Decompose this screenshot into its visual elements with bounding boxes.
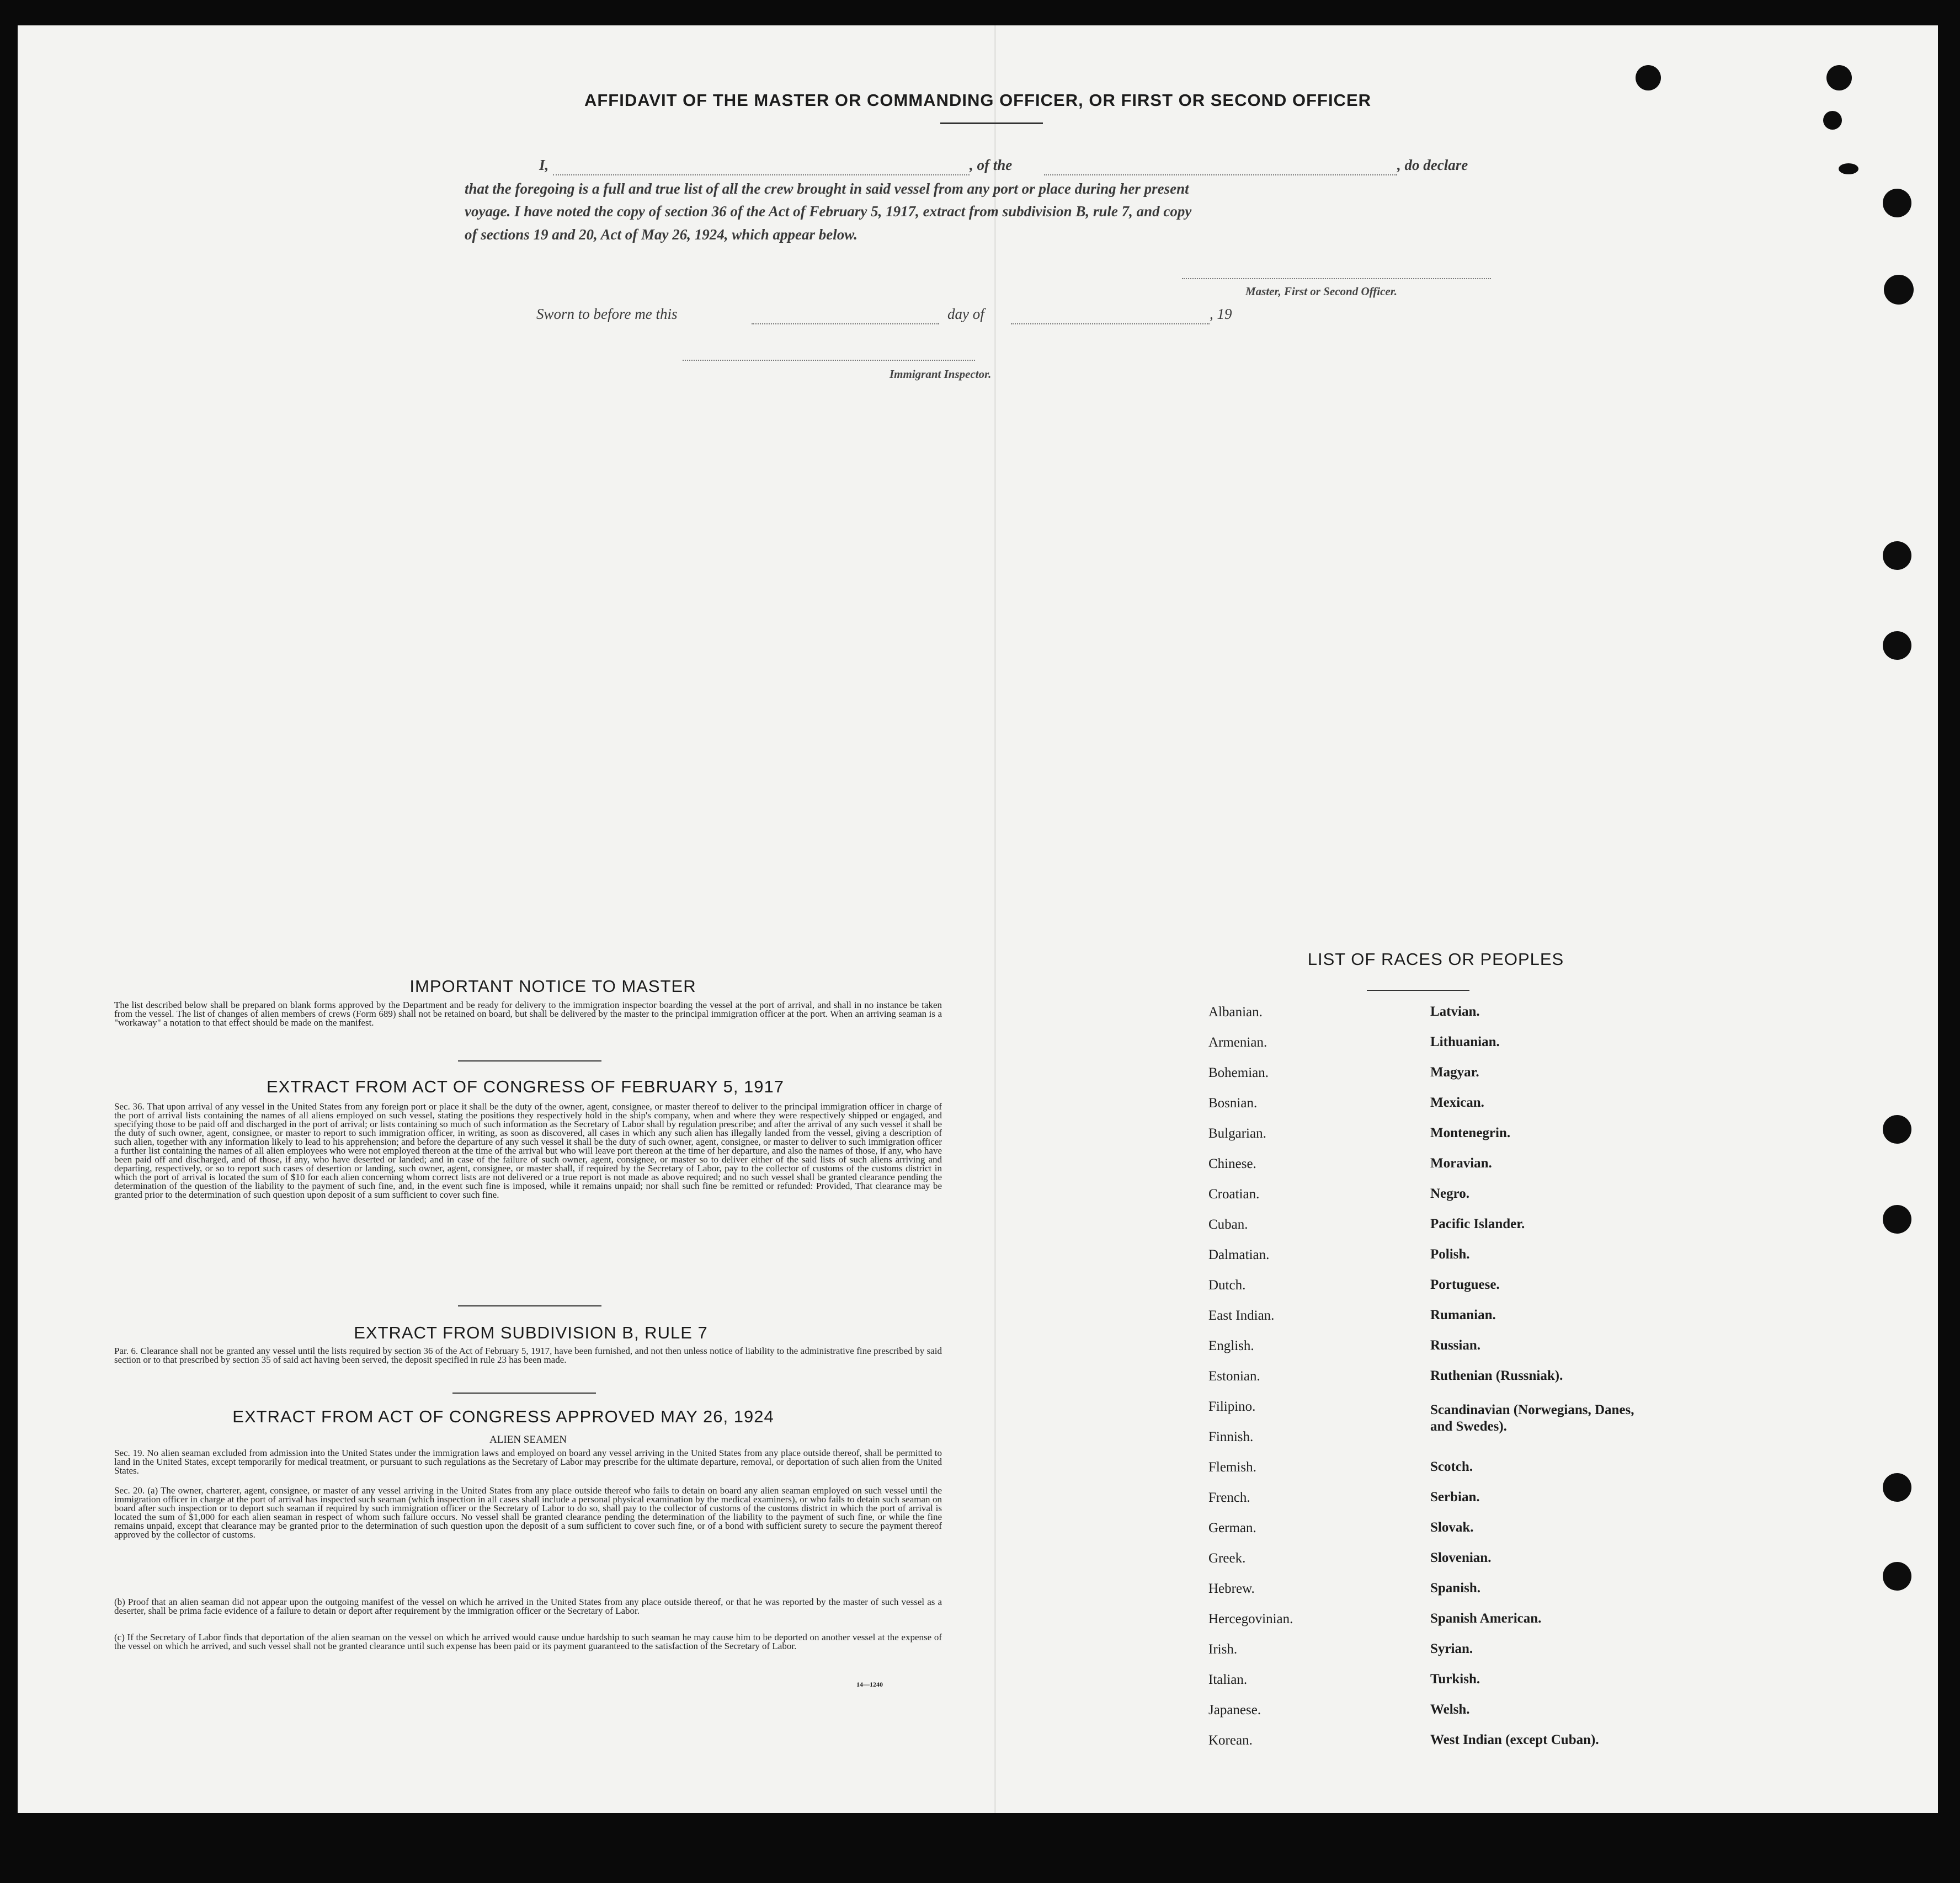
race-item: Bohemian.: [1208, 1065, 1269, 1080]
race-item: Ruthenian (Russniak).: [1430, 1368, 1563, 1383]
race-item: Bosnian.: [1208, 1096, 1258, 1111]
extract-1924-title: EXTRACT FROM ACT OF CONGRESS APPROVED MAY 26, 1924: [232, 1407, 774, 1426]
race-item: Bulgarian.: [1208, 1126, 1266, 1141]
race-item: Serbian.: [1430, 1490, 1480, 1505]
race-item: West Indian (except Cuban).: [1430, 1732, 1599, 1747]
race-item: Cuban.: [1208, 1217, 1248, 1232]
race-item: Turkish.: [1430, 1672, 1480, 1687]
race-item: French.: [1208, 1490, 1250, 1505]
rule-7-title: EXTRACT FROM SUBDIVISION B, RULE 7: [354, 1323, 708, 1342]
section-divider: [452, 1393, 596, 1394]
affidavit-line-3: voyage. I have noted the copy of section 36 of the Act of February 5, 1917, extract from subdivision B, rule 7, and copy: [465, 203, 1192, 220]
affidavit-line-4: of sections 19 and 20, Act of May 26, 1924, which appear below.: [465, 226, 858, 243]
punch-hole: [1839, 163, 1858, 174]
race-item: Albanian.: [1208, 1005, 1263, 1020]
race-item: Dalmatian.: [1208, 1247, 1270, 1262]
race-item: Welsh.: [1430, 1702, 1470, 1717]
race-item: Armenian.: [1208, 1035, 1267, 1050]
race-item: Spanish.: [1430, 1581, 1481, 1596]
race-item: Moravian.: [1430, 1156, 1492, 1171]
races-title-rule: [1367, 990, 1469, 991]
race-item: Lithuanian.: [1430, 1034, 1500, 1049]
race-item: Scotch.: [1430, 1459, 1473, 1474]
race-item: Irish.: [1208, 1642, 1238, 1657]
punch-hole: [1826, 65, 1852, 90]
race-item: Flemish.: [1208, 1460, 1256, 1475]
race-item: German.: [1208, 1521, 1256, 1535]
race-item: Portuguese.: [1430, 1277, 1500, 1292]
punch-hole: [1823, 111, 1842, 130]
punch-hole: [1883, 1562, 1911, 1591]
affidavit-i: I,: [539, 157, 549, 173]
name-blank[interactable]: [553, 174, 970, 175]
affidavit-line-2: that the foregoing is a full and true list of all the crew brought in said vessel from any port or place during her present: [465, 180, 1189, 197]
year-prefix: , 19: [1210, 306, 1232, 322]
race-item: Mexican.: [1430, 1095, 1484, 1110]
sec-20a-body: Sec. 20. (a) The owner, charterer, agent, consignee, or master of any vessel arriving in the United States from any place outside thereof who fails to detain on board any alien seaman employed on such vessel until the immigration officer in charge at the port of arrival has inspected such seaman (which inspection in all cases shall include a personal physical examination by the medical examiners), or who fails to detain such seaman on board after such inspection or to deport such seaman if required by such immigration officer or the Secretary of Labor to do so, shall pay to the collector of customs of the customs district in which the port of arrival is located the sum of $1,000 for each alien seaman in respect of whom such failure occurs. No vessel shall be granted clearance pending the determination of the liability to the payment of such fine, or while the fine remains unpaid, except that clearance may be granted prior to the determination of such question upon the deposit of a sum sufficient to cover such fine, or of a bond with sufficient surety to secure the payment thereof approved by the collector of customs.: [114, 1485, 942, 1540]
master-signature-line[interactable]: [1182, 278, 1491, 279]
race-item: Russian.: [1430, 1338, 1481, 1353]
fold-crease: [994, 25, 996, 1813]
sec-20c-body: (c) If the Secretary of Labor finds that deportation of the alien seaman on the vessel on which he arrived would cause undue hardship to such seaman he may cause him to be deported on another vessel at the expense of the vessel on which he arrived, and such vessel shall not be granted clearance until such expense has been paid or its payment guaranteed to the satisfaction of the Secretary of Labor.: [114, 1632, 942, 1651]
day-blank[interactable]: [752, 323, 939, 324]
races-title: LIST OF RACES OR PEOPLES: [1307, 949, 1564, 969]
inspector-signature-line[interactable]: [683, 360, 975, 361]
inspector-label: Immigrant Inspector.: [890, 367, 992, 381]
notice-title: IMPORTANT NOTICE TO MASTER: [409, 977, 696, 996]
race-item: Pacific Islander.: [1430, 1217, 1525, 1231]
extract-1924-subtitle: ALIEN SEAMEN: [489, 1434, 567, 1445]
race-item: Montenegrin.: [1430, 1125, 1511, 1140]
race-item: Greek.: [1208, 1551, 1246, 1566]
master-signature-label: Master, First or Second Officer.: [1245, 285, 1397, 298]
race-item: Finnish.: [1208, 1429, 1254, 1444]
race-item: Japanese.: [1208, 1703, 1261, 1717]
race-item: Hebrew.: [1208, 1581, 1255, 1596]
race-item: Chinese.: [1208, 1156, 1256, 1171]
punch-hole: [1883, 1115, 1911, 1144]
race-item: Hercegovinian.: [1208, 1612, 1293, 1626]
race-item: Negro.: [1430, 1186, 1470, 1201]
race-item: Croatian.: [1208, 1187, 1260, 1202]
affidavit-of-the: , of the: [970, 157, 1013, 173]
form-number: 14—1240: [856, 1681, 883, 1688]
race-item: Scandinavian (Norwegians, Danes, and Swedes).: [1430, 1402, 1634, 1434]
section-divider: [458, 1305, 601, 1306]
race-item: Syrian.: [1430, 1641, 1473, 1656]
document-page: [18, 25, 1938, 1813]
notice-body: The list described below shall be prepared on blank forms approved by the Department and be ready for delivery to the immigration inspector boarding the vessel at the port of arrival, and shall in no instance be taken from the vessel. The list of changes of alien members of crews (Form 689) shall not be retained on board, but shall be delivered by the master to the principal immigration officer at the port. When an arriving seaman is a "workaway" a notation to that effect should be made on the manifest.: [114, 1000, 942, 1028]
vessel-blank[interactable]: [1044, 174, 1397, 175]
affidavit-declare: , do declare: [1397, 157, 1468, 173]
race-item: Latvian.: [1430, 1004, 1480, 1019]
race-item: Filipino.: [1208, 1399, 1256, 1414]
sec-20b-body: (b) Proof that an alien seaman did not appear upon the outgoing manifest of the vessel on which he arrived in the United States from any place outside thereof, or that he was reported by the master of such vessel as a deserter, shall be prima facie evidence of a failure to detain or deport after requirement by the immigration officer or the Secretary of Labor.: [114, 1597, 942, 1616]
punch-hole: [1883, 189, 1911, 217]
race-item: Slovak.: [1430, 1520, 1474, 1535]
race-item: East Indian.: [1208, 1308, 1275, 1323]
sec-19-body: Sec. 19. No alien seaman excluded from admission into the United States under the immigration laws and employed on board any vessel arriving in the United States from any place outside thereof, shall be permitted to land in the United States, except temporarily for medical treatment, or pursuant to such regulations as the Secretary of Labor may prescribe for the ultimate departure, removal, or deportation of such alien from the United States.: [114, 1448, 942, 1476]
punch-hole: [1884, 275, 1914, 305]
extract-1917-body: Sec. 36. That upon arrival of any vessel in the United States from any foreign port or place it shall be the duty of the owner, agent, consignee, or master thereof to deliver to the principal immigration officer in charge of the port of arrival lists containing the names of all aliens employed on such vessel, stating the positions they respectively hold in the ship's company, when and where they were respectively shipped or engaged, and specifying those to be paid off and discharged in the port of arrival; or lists containing so much of such information as the Secretary of Labor shall by regulation prescribe; and after the arrival of any such vessel it shall be the duty of such owner, agent, consignee, or master to report to such immigration officer, in writing, as soon as discovered, all cases in which any such alien has illegally landed from the vessel, giving a description of such alien, together with any information likely to lead to his apprehension; and before the departure of any such vessel it shall be the duty of such owner, agent, consignee, or master to deliver to such immigration officer a further list containing the names of all alien employees who were not employed thereon at the time of the arrival but who will leave port thereon at the time of her departure, and also the names of those, if any, who have been paid off and discharged, and of those, if any, who have deserted or landed; and in case of the failure of such owner, agent, consignee, or master so to deliver either of the said lists of such aliens arriving and departing, respectively, or so to report such cases of desertion or landing, such owner, agent, consignee, or master shall, if required by the Secretary of Labor, pay to the collector of customs of the customs district in which the port of arrival is located the sum of $10 for each alien concerning whom correct lists are not delivered or a true report is not made as above required; and no such vessel shall be granted clearance pending the determination of the question of the liability to the payment of such fine, and, in the event such fine is imposed, while it remains unpaid; nor shall such fine be remitted or refunded: Provided, That clearance may be granted prior to the determination of such question upon deposit of a sum sufficient to cover such fine.: [114, 1101, 942, 1200]
month-blank[interactable]: [1011, 323, 1210, 324]
section-divider: [458, 1060, 601, 1061]
race-item: Korean.: [1208, 1733, 1253, 1748]
punch-hole: [1883, 1205, 1911, 1234]
day-of-text: day of: [947, 306, 984, 322]
sworn-text: Sworn to before me this: [536, 306, 678, 322]
affidavit-title-rule: [940, 122, 1043, 124]
race-item: Spanish American.: [1430, 1611, 1542, 1626]
race-item: Polish.: [1430, 1247, 1470, 1262]
punch-hole: [1636, 65, 1661, 90]
punch-hole: [1883, 631, 1911, 660]
race-item: Dutch.: [1208, 1278, 1246, 1293]
race-item: Magyar.: [1430, 1065, 1479, 1080]
affidavit-title: AFFIDAVIT OF THE MASTER OR COMMANDING OFFICER, OR FIRST OR SECOND OFFICER: [584, 90, 1372, 110]
punch-hole: [1883, 541, 1911, 570]
race-item: English.: [1208, 1338, 1254, 1353]
race-item: Slovenian.: [1430, 1550, 1492, 1565]
race-item: Italian.: [1208, 1672, 1248, 1687]
extract-1917-title: EXTRACT FROM ACT OF CONGRESS OF FEBRUARY 5, 1917: [266, 1077, 785, 1096]
race-item: Rumanian.: [1430, 1308, 1496, 1322]
rule-7-body: Par. 6. Clearance shall not be granted any vessel until the lists required by section 36 of the Act of February 5, 1917, have been furnished, and not then unless notice of liability to the administrative fine prescribed by said section or to that prescribed by section 35 of said act having been served, the deposit specified in rule 23 has been made.: [114, 1346, 942, 1365]
punch-hole: [1883, 1473, 1911, 1502]
race-item: Estonian.: [1208, 1369, 1260, 1384]
